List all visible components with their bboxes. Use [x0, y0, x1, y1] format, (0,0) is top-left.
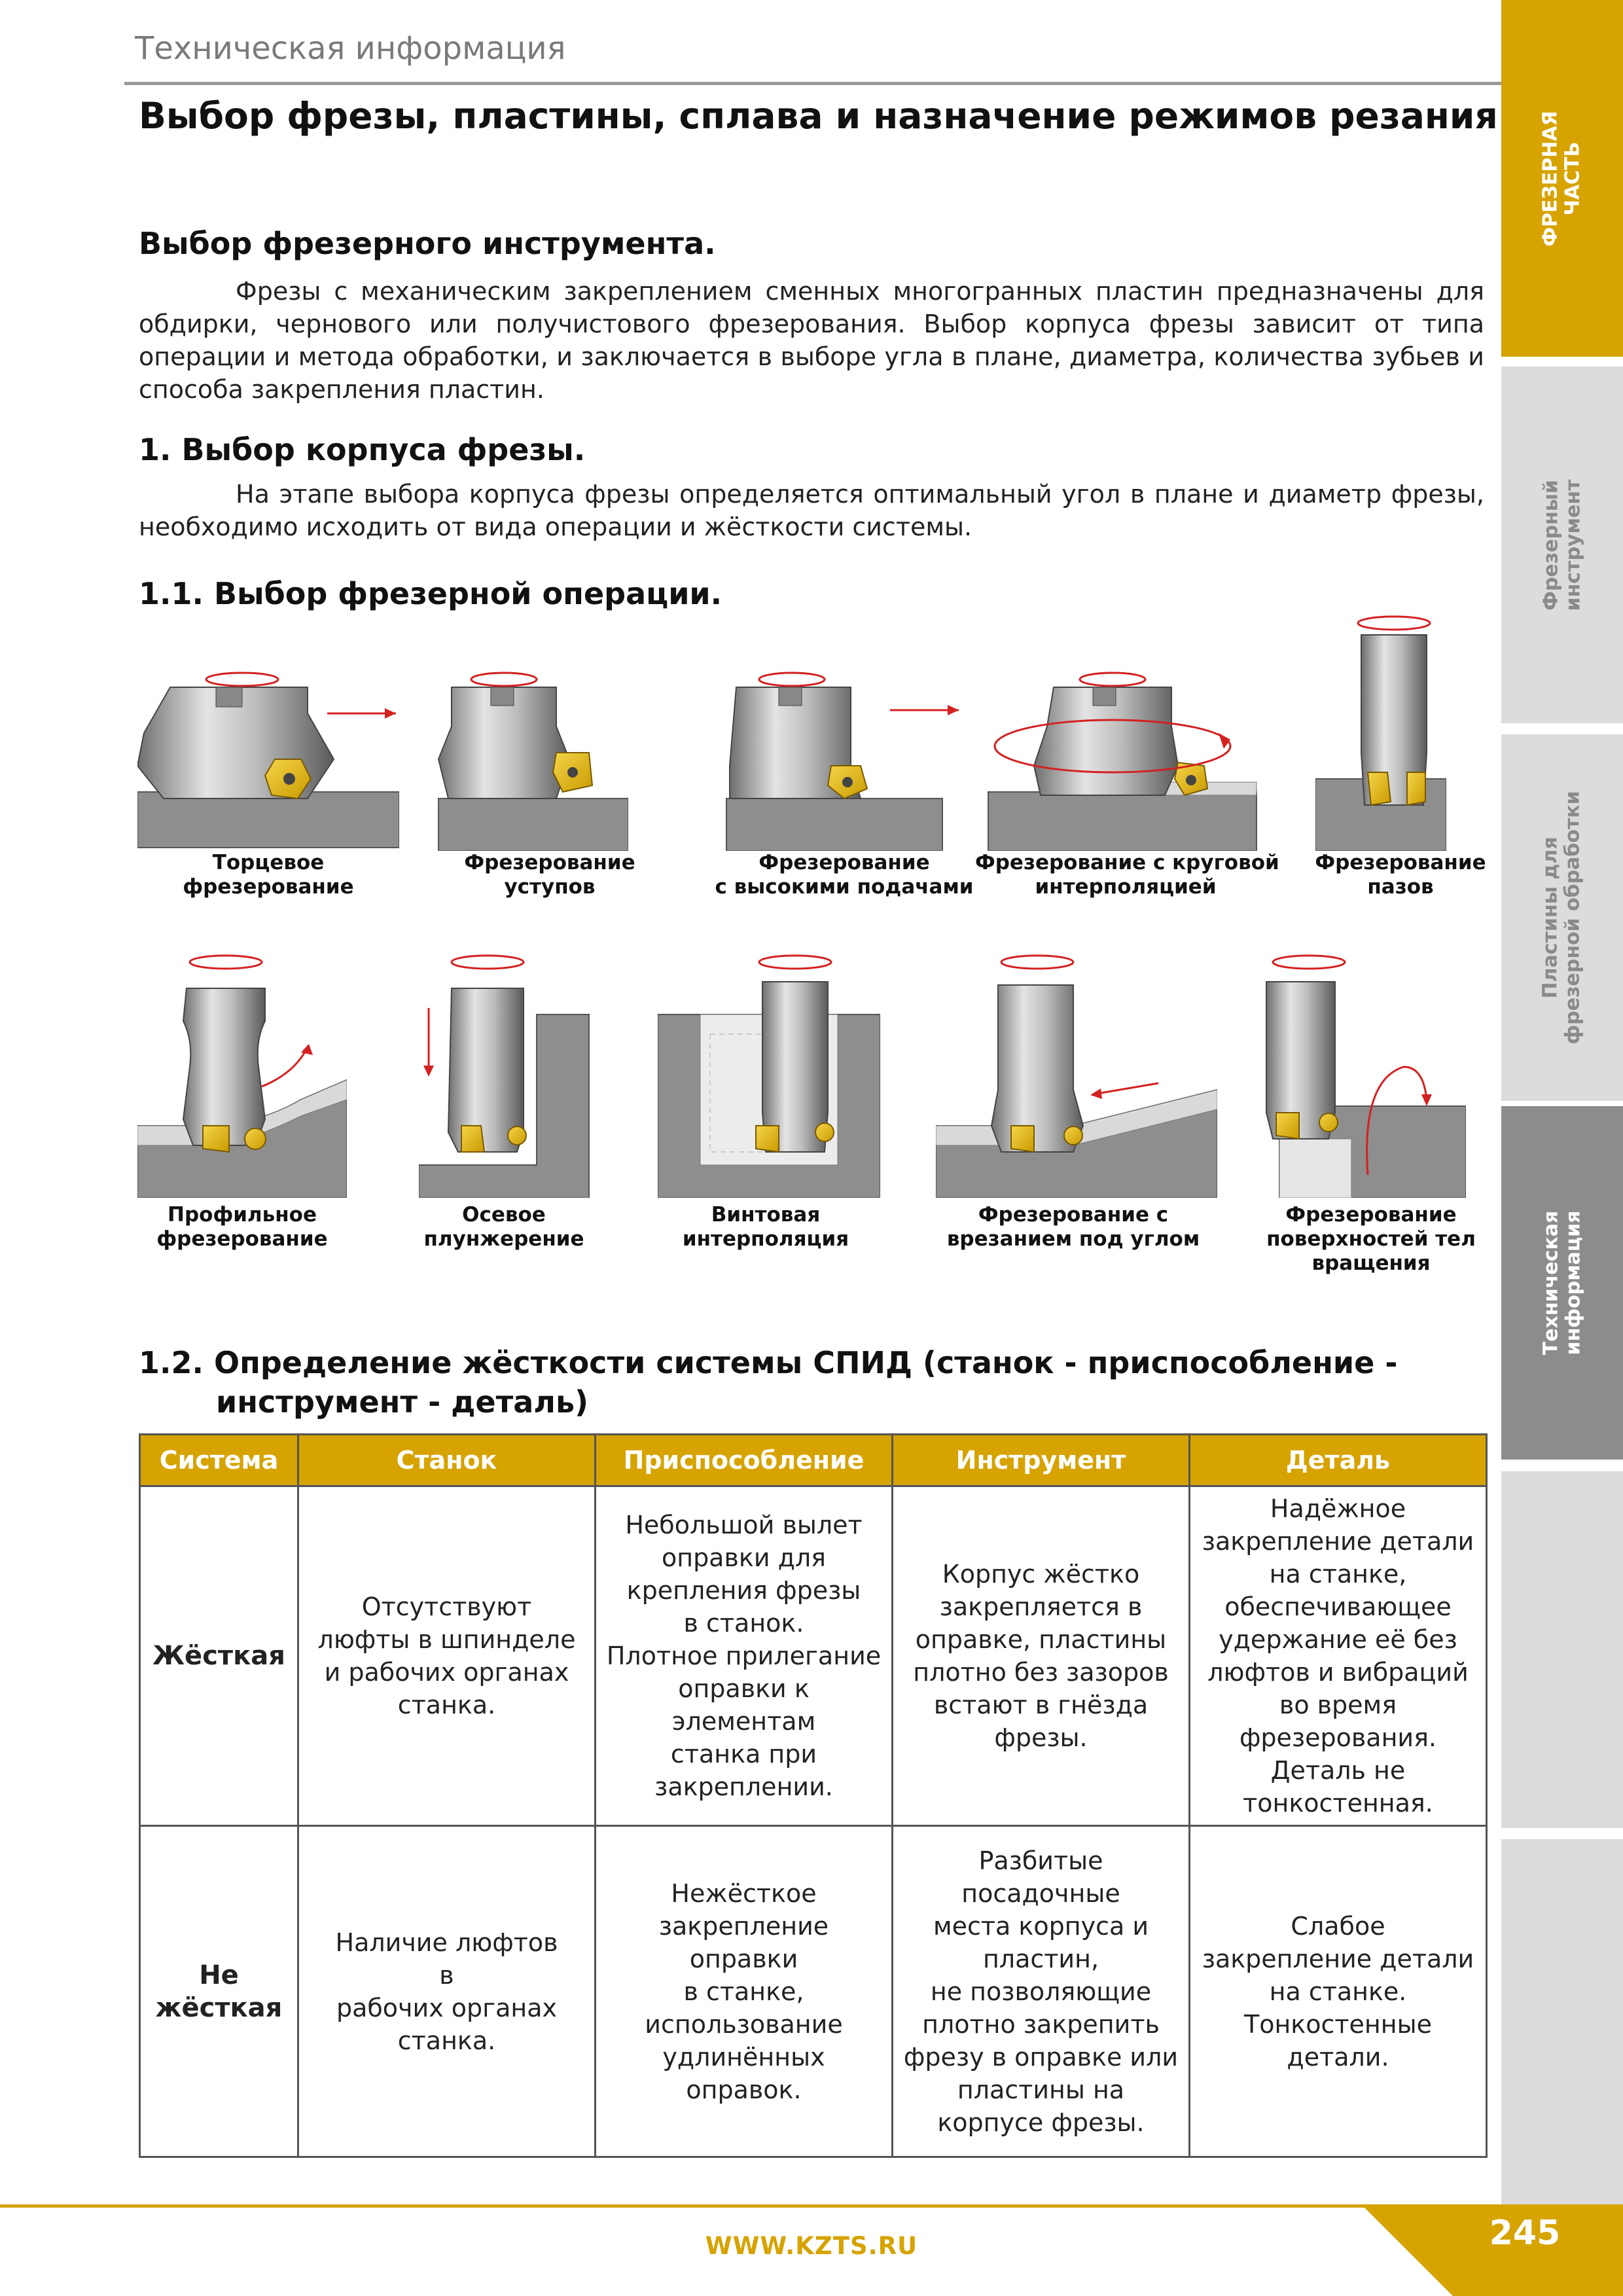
side-tabs — [1501, 0, 1623, 2296]
table-cell: Не жёсткая — [140, 1826, 298, 2157]
op-ramping — [936, 949, 1217, 1198]
spid-rigidity-table — [139, 1433, 1488, 2158]
footer-divider — [0, 2204, 1374, 2208]
op-label: Фрезерование с круговой интерполяцией — [975, 851, 1279, 899]
column-header: Деталь — [1190, 1435, 1487, 1486]
table-cell: Нежёсткое закрепление оправки в станке, использование удлинённых оправок. — [596, 1826, 893, 2157]
op-label: Винтовая интерполяция — [682, 1203, 849, 1251]
profile-milling-icon — [137, 949, 347, 1198]
column-header: Приспособление — [596, 1435, 893, 1486]
side-tab-label: Пластины для фрезерной обработки — [1539, 791, 1584, 1045]
table-row — [140, 1826, 1487, 2157]
side-tab-blank — [1501, 1471, 1623, 1828]
paragraph-text: На этапе выбора корпуса фрезы определяется оптимальный угол в плане и диаметр фрезы, необходимо исходить от вида операции и жёсткости системы. — [139, 480, 1484, 541]
op-label: Фрезерование уступов — [464, 851, 635, 899]
column-header: Система — [140, 1435, 298, 1486]
table-row — [140, 1486, 1487, 1826]
side-tab-milling-inserts[interactable] — [1501, 734, 1623, 1101]
footer-url[interactable]: WWW.KZTS.RU — [705, 2232, 918, 2260]
table-cell: Надёжное закрепление детали на станке, обеспечивающее удержание её без люфтов и вибраций во время фрезерования. Деталь не тонкостенная. — [1190, 1486, 1487, 1826]
op-shoulder-milling — [432, 668, 628, 851]
paragraph-body-selection — [139, 478, 1484, 543]
table-header-row — [140, 1435, 1487, 1486]
op-label: Фрезерование поверхностей тел вращения — [1266, 1203, 1476, 1275]
op-profile-milling — [137, 949, 347, 1198]
rotational-surfaces-icon — [1263, 949, 1466, 1198]
page-title: Выбор фрезы, пластины, сплава и назначение режимов резания — [139, 95, 1498, 137]
op-label: Фрезерование пазов — [1315, 851, 1486, 899]
side-tab-label: ФРЕЗЕРНАЯ ЧАСТЬ — [1539, 110, 1585, 247]
column-header: Станок — [298, 1435, 596, 1486]
op-label: Фрезерование с врезанием под углом — [946, 1203, 1200, 1251]
slot-milling-icon — [1315, 609, 1446, 851]
table-cell: Слабое закрепление детали на станке. Тонкостенные детали. — [1190, 1826, 1487, 2157]
op-label: Осевое плунжерение — [423, 1203, 584, 1251]
table-cell: Наличие люфтов в рабочих органах станка. — [298, 1826, 596, 2157]
op-label: Торцевое фрезерование — [183, 851, 354, 899]
op-circular-interpolation — [982, 668, 1263, 851]
high-feed-milling-icon — [720, 668, 962, 851]
table-cell: Разбитые посадочные места корпуса и пластин, не позволяющие плотно закрепить фрезу в оправке или пластины на корпусе фрезы. — [893, 1826, 1190, 2157]
section-title-body-selection: 1. Выбор корпуса фрезы. — [139, 432, 586, 467]
paragraph-tool-selection — [139, 275, 1484, 406]
circular-interpolation-icon — [982, 668, 1263, 851]
table-section-title — [139, 1343, 1397, 1422]
axial-plunging-icon — [419, 949, 596, 1198]
op-helical-interpolation — [658, 949, 880, 1198]
op-label: Профильное фрезерование — [156, 1203, 328, 1251]
table-cell: Корпус жёстко закрепляется в оправке, пластины плотно без зазоров встают в гнёзда фрезы. — [893, 1486, 1190, 1826]
op-face-milling — [137, 668, 399, 851]
section-title-tool-selection: Выбор фрезерного инструмента. — [139, 226, 716, 261]
op-high-feed-milling — [720, 668, 962, 851]
table-title-line1: 1.2. Определение жёсткости системы СПИД (станок - приспособление - — [139, 1345, 1398, 1380]
table-title-line2: инструмент - деталь) — [216, 1384, 589, 1420]
side-tab-milling-tools[interactable] — [1501, 367, 1623, 723]
table-cell: Небольшой вылет оправки для крепления фрезы в станок. Плотное прилегание оправки к элементам станка при закреплении. — [596, 1486, 893, 1826]
helical-interpolation-icon — [658, 949, 880, 1198]
side-tab-blank — [1501, 1839, 1623, 2206]
column-header: Инструмент — [893, 1435, 1190, 1486]
table-cell: Жёсткая — [140, 1486, 298, 1826]
side-tab-label: Техническая информация — [1539, 1210, 1585, 1355]
op-label: Фрезерование с высокими подачами — [715, 851, 974, 899]
op-slot-milling — [1315, 609, 1446, 851]
header-divider — [124, 82, 1501, 85]
section-title-operation-selection: 1.1. Выбор фрезерной операции. — [139, 576, 722, 611]
header-title: Техническая информация — [135, 30, 566, 67]
paragraph-text: Фрезы с механическим закреплением сменных многогранных пластин предназначены для обдирки, чернового или получистового фрезерования. Выбор корпуса фрезы зависит от типа операции и метода обработки, и заключается в выборе угла в плане, диаметра, количества зубьев и способа закрепления пластин. — [139, 277, 1484, 404]
table-cell: Отсутствуют люфты в шпинделе и рабочих органах станка. — [298, 1486, 596, 1826]
ramping-icon — [936, 949, 1217, 1198]
face-milling-icon — [137, 668, 399, 851]
op-rotational-surfaces — [1263, 949, 1466, 1198]
side-tab-label: Фрезерный инструмент — [1539, 479, 1584, 611]
shoulder-milling-icon — [432, 668, 628, 851]
side-tab-milling-part[interactable] — [1501, 0, 1623, 357]
op-axial-plunging — [419, 949, 596, 1198]
side-tab-technical-info[interactable] — [1501, 1106, 1623, 1460]
page-number: 245 — [1489, 2214, 1561, 2253]
